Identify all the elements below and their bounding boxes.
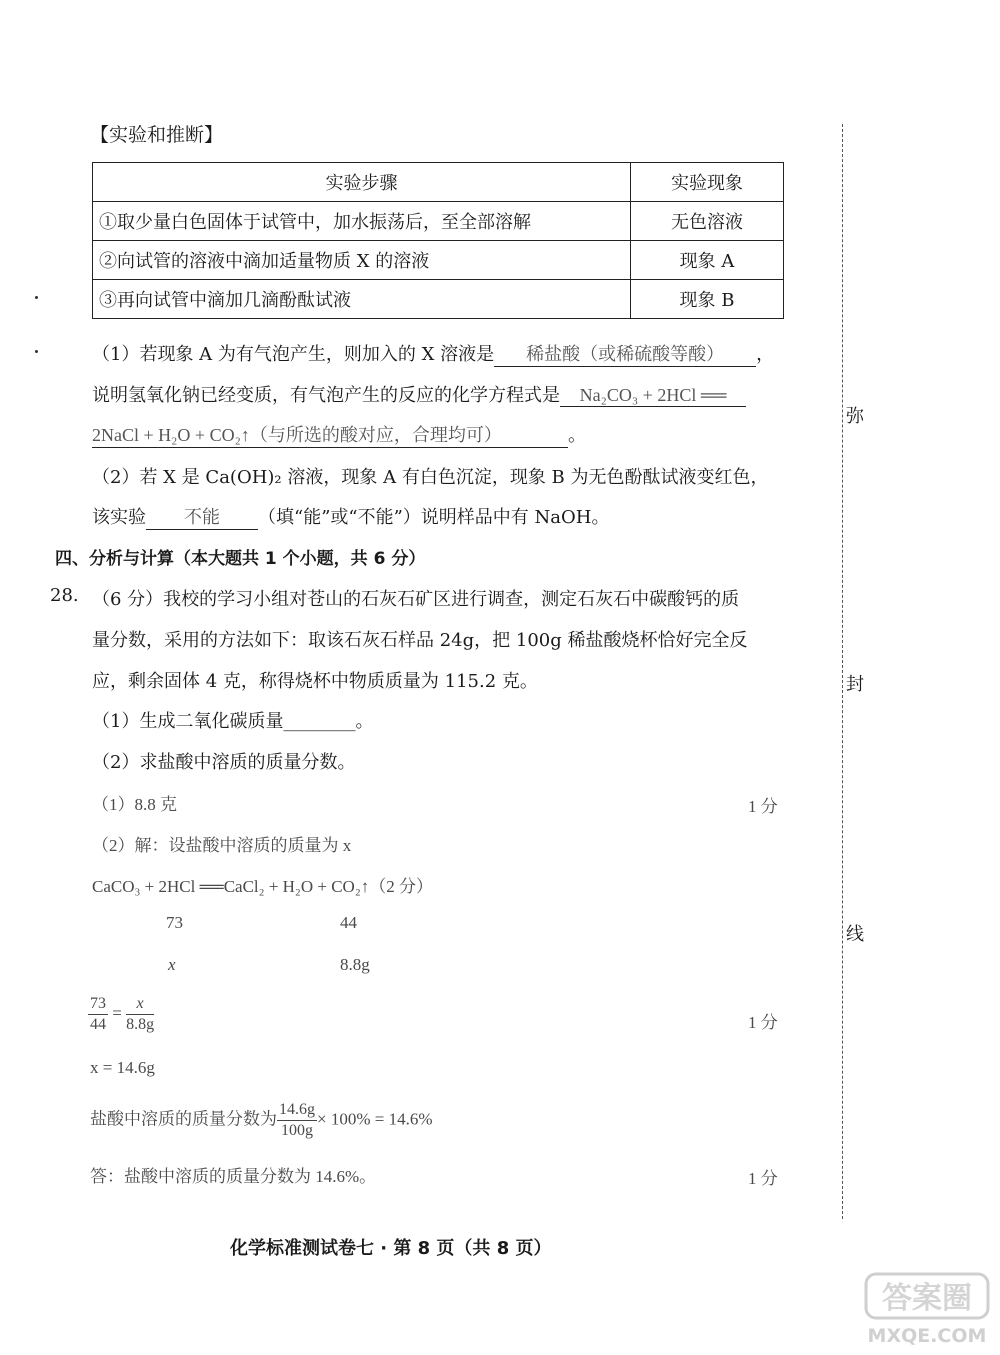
table-cell-phenomenon: 现象 B	[631, 280, 784, 319]
q28-line2: 量分数，采用的方法如下：取该石灰石样品 24g，把 100g 稀盐酸烧杯恰好完全反	[92, 630, 748, 651]
q1-equation-continued: 2NaCl + H₂O + CO₂↑（与所选的酸对应，合理均可）	[92, 421, 568, 448]
q2-answer-blank: 不能	[146, 503, 258, 530]
table-cell-step: ②向试管的溶液中滴加适量物质 X 的溶液	[93, 241, 631, 280]
seal-char: 弥	[846, 406, 864, 427]
q2-text: 该实验	[92, 507, 146, 528]
final-answer: 答：盐酸中溶质的质量分数为 14.6%。	[90, 1167, 377, 1186]
experiment-table	[92, 162, 784, 319]
q28-sub2: （2）求盐酸中溶质的质量分数。	[92, 752, 356, 773]
table-header-phenomena: 实验现象	[631, 163, 784, 202]
percentage-result: × 100% = 14.6%	[317, 1109, 433, 1129]
q2-line2	[92, 503, 609, 530]
page-footer: 化学标准测试卷七 · 第 8 页（共 8 页）	[230, 1238, 552, 1259]
chemical-equation: CaCO₃ + 2HCl ══CaCl₂ + H₂O + CO₂↑（2 分）	[92, 877, 434, 896]
q2-text: （填“能”或“不能”）说明样品中有 NaOH。	[258, 507, 610, 528]
seal-line	[842, 124, 843, 1219]
score-label: 1 分	[748, 1013, 778, 1032]
table-cell-step: ③再向试管中滴加几滴酚酞试液	[93, 280, 631, 319]
q1-line2	[92, 381, 746, 407]
ratio-73: 73	[166, 913, 183, 932]
q28-line3: 应，剩余固体 4 克，称得烧杯中物质质量为 115.2 克。	[92, 671, 538, 692]
q1-text: （1）若现象 A 为有气泡产生，则加入的 X 溶液是	[92, 344, 495, 365]
fraction	[126, 994, 154, 1035]
table-header-row	[93, 163, 784, 202]
seal-char: 线	[846, 924, 864, 945]
percentage-calc	[90, 1100, 433, 1141]
ratio-44: 44	[340, 913, 357, 932]
section-title-experiment: 【实验和推断】	[90, 124, 224, 146]
fraction-numerator: 14.6g	[277, 1100, 317, 1121]
table-row	[93, 280, 784, 319]
table-row	[93, 202, 784, 241]
q28-number: 28.	[50, 585, 79, 606]
fraction	[88, 994, 108, 1035]
percentage-label: 盐酸中溶质的质量分数为	[90, 1109, 277, 1129]
fraction	[277, 1100, 317, 1141]
margin-dot	[35, 296, 38, 299]
ratio-x: x	[168, 955, 176, 974]
q1-line3	[92, 421, 586, 448]
equals-sign: =	[112, 1003, 122, 1023]
q1-punct: ，	[756, 344, 775, 365]
solution-part1: （1）8.8 克	[92, 795, 177, 814]
fraction-denominator: 100g	[281, 1122, 313, 1139]
fraction-numerator: 73	[88, 994, 108, 1015]
ratio-8.8g: 8.8g	[340, 955, 370, 974]
score-label: 1 分	[748, 1169, 778, 1188]
fraction-denominator: 44	[90, 1016, 106, 1033]
q28-line1: （6 分）我校的学习小组对苍山的石灰石矿区进行调查，测定石灰石中碳酸钙的质	[92, 589, 740, 610]
table-cell-phenomenon: 无色溶液	[631, 202, 784, 241]
proportion-equation	[88, 994, 154, 1035]
table-cell-step: ①取少量白色固体于试管中，加水振荡后，至全部溶解	[93, 202, 631, 241]
table-header-steps: 实验步骤	[93, 163, 631, 202]
seal-char: 封	[846, 674, 864, 695]
table-cell-phenomenon: 现象 A	[631, 241, 784, 280]
fraction-numerator: x	[126, 994, 154, 1015]
q1-line1	[92, 340, 774, 367]
table-row	[93, 241, 784, 280]
watermark-graphic	[862, 1270, 992, 1350]
q1-equation-blank: Na₂CO₃ + 2HCl ══	[560, 385, 746, 407]
q28-sub1: （1）生成二氧化碳质量________。	[92, 711, 374, 732]
margin-dot	[35, 350, 38, 353]
watermark-text: 答案圈	[882, 1281, 972, 1316]
x-value: x = 14.6g	[90, 1058, 155, 1077]
solution-part2: （2）解：设盐酸中溶质的质量为 x	[92, 836, 352, 855]
q1-punct: 。	[568, 425, 586, 446]
watermark-url: MXQE.COM	[867, 1325, 987, 1347]
section-title-analysis: 四、分析与计算（本大题共 1 个小题，共 6 分）	[55, 549, 426, 569]
fraction-denominator: 8.8g	[126, 1016, 155, 1033]
score-label: 1 分	[748, 797, 778, 816]
watermark-logo	[862, 1270, 992, 1350]
q1-answer-blank: 稀盐酸（或稀硫酸等酸）	[494, 340, 756, 367]
q2-line1: （2）若 X 是 Ca(OH)₂ 溶液，现象 A 有白色沉淀，现象 B 为无色酚酞试液变红色，	[92, 467, 769, 488]
q1-text: 说明氢氧化钠已经变质，有气泡产生的反应的化学方程式是	[92, 385, 560, 406]
